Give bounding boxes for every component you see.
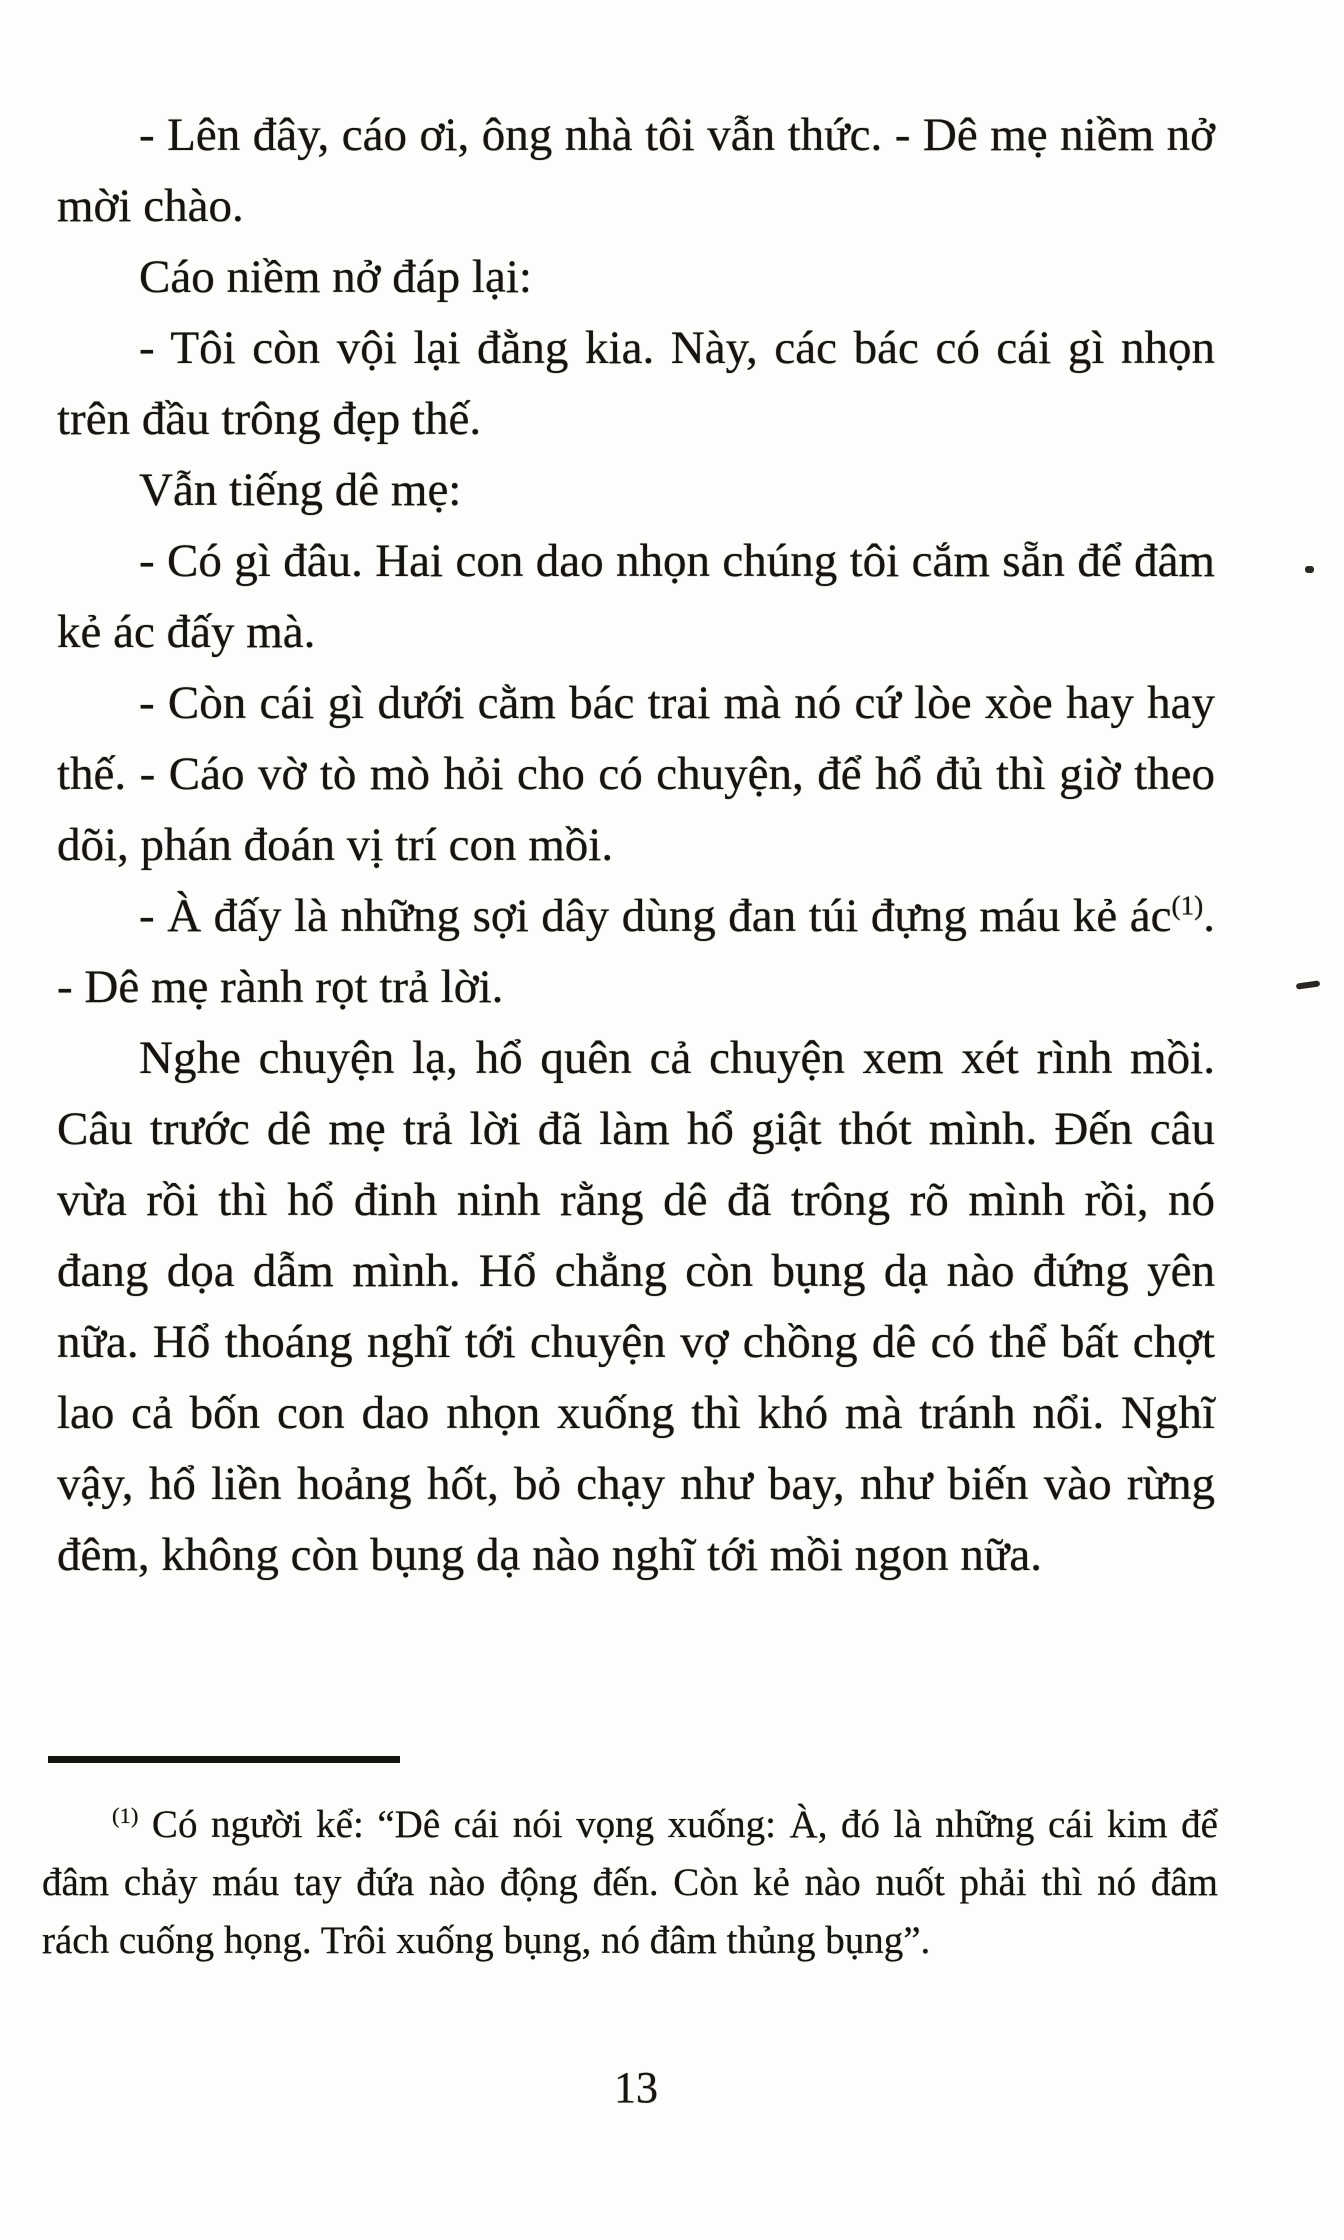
story-paragraph: Cáo niềm nở đáp lại: [139, 251, 532, 303]
paragraph-text: . - Dê mẹ rành rọt trả lời. [57, 890, 1215, 1013]
story-text-block [57, 100, 1215, 1591]
scan-speck [1296, 980, 1321, 989]
footnote-body: Có người kể: “Dê cái nói vọng xuống: À, đó là những cái kim để đâm chảy máu tay đứa nào động đến. Còn kẻ nào nuốt phải thì nó đâm rách cuống họng. Trôi xuống bụng, nó đâm thủng bụng”. [42, 1803, 1218, 1962]
story-paragraph [57, 881, 1215, 1023]
page-number: 13 [614, 2063, 658, 2112]
story-paragraph: - Lên đây, cáo ơi, ông nhà tôi vẫn thức. - Dê mẹ niềm nở mời chào. [57, 109, 1215, 232]
footnote-reference: (1) [1171, 890, 1204, 921]
footnote-text [42, 1796, 1218, 1970]
story-paragraph: Vẫn tiếng dê mẹ: [139, 464, 462, 516]
story-paragraph: Nghe chuyện lạ, hổ quên cả chuyện xem xét rình mồi. Câu trước dê mẹ trả lời đã làm hổ giật thót mình. Đến câu vừa rồi thì hổ đinh ninh rằng dê đã trông rõ mình rồi, nó đang dọa dẫm mình. Hổ chẳng còn bụng dạ nào đứng yên nữa. Hổ thoáng nghĩ tới chuyện vợ chồng dê có thể bất chợt lao cả bốn con dao nhọn xuống thì khó mà tránh nổi. Nghĩ vậy, hổ liền hoảng hốt, bỏ chạy như bay, như biến vào rừng đêm, không còn bụng dạ nào nghĩ tới mồi ngon nữa. [57, 1032, 1215, 1581]
footnote-marker: (1) [112, 1803, 139, 1828]
footnote-block [42, 1796, 1218, 1970]
scan-speck [1305, 566, 1314, 573]
story-paragraph: - Tôi còn vội lại đằng kia. Này, các bác có cái gì nhọn trên đầu trông đẹp thế. [57, 322, 1215, 445]
story-paragraph: - Còn cái gì dưới cằm bác trai mà nó cứ lòe xòe hay hay thế. - Cáo vờ tò mò hỏi cho có chuyện, để hổ đủ thì giờ theo dõi, phán đoán vị trí con mồi. [57, 677, 1215, 871]
story-paragraph: - Có gì đâu. Hai con dao nhọn chúng tôi cắm sẵn để đâm kẻ ác đấy mà. [57, 535, 1215, 658]
paragraph-text: - À đấy là những sợi dây dùng đan túi đựng máu kẻ ác [139, 890, 1172, 942]
footnote-divider [48, 1756, 400, 1763]
